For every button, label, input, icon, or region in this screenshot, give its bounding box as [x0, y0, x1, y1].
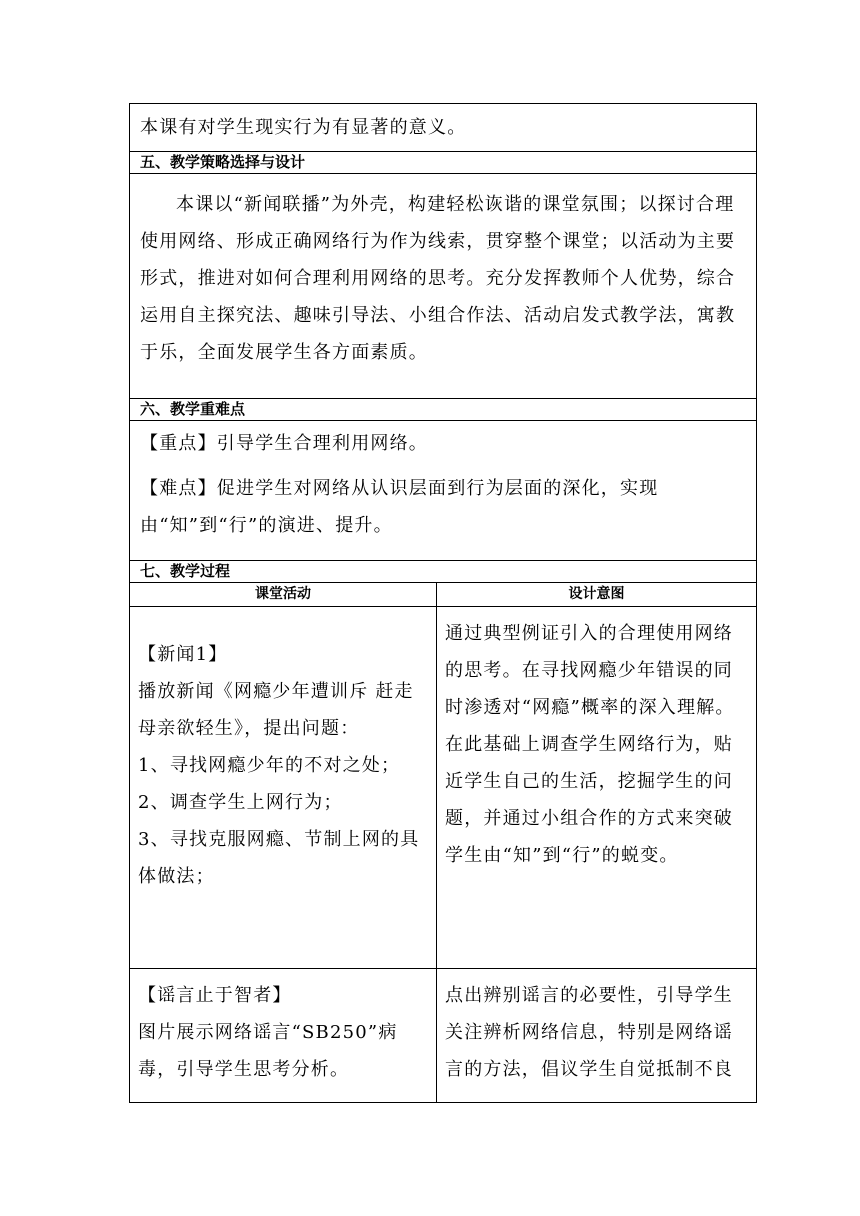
activity-cell	[130, 969, 437, 1102]
intent-cell	[437, 607, 756, 968]
section5-heading: 五、教学策略选择与设计	[140, 153, 306, 171]
activity-line: 2、调查学生上网行为；	[138, 792, 343, 813]
column-header-activity: 课堂活动	[130, 583, 437, 606]
intent-text: 通过典型例证引入的合理使用网络的思考。在寻找网瘾少年错误的同时渗透对“网瘾”概率的深入理解。在此基础上调查学生网络行为，贴近学生自己的生活，挖掘学生的问题，并通过小组合作的方式来突破学生由“知”到“行”的蜕变。	[445, 623, 735, 866]
section6-heading-row	[130, 398, 756, 420]
process-row	[130, 968, 756, 1103]
section5-heading-row	[130, 151, 756, 173]
intro-row	[130, 103, 756, 151]
intent-cell	[437, 969, 756, 1102]
column-header-intent: 设计意图	[568, 586, 625, 602]
section5-body-row	[130, 173, 756, 398]
activity-line: 图片展示网络谣言“SB250”病毒，引导学生思考分析。	[138, 1022, 398, 1080]
activity-cell	[130, 607, 437, 968]
section7-heading-row	[130, 560, 756, 582]
activity-line: 播放新闻《网瘾少年遭训斥 赶走母亲欲轻生》，提出问题：	[138, 681, 414, 739]
key-point: 【重点】引导学生合理利用网络。	[140, 433, 428, 454]
activity-title: 【新闻1】	[138, 644, 228, 665]
process-header-row	[130, 582, 756, 606]
activity-line: 1、寻找网瘾少年的不对之处；	[138, 755, 401, 776]
section6-body-row	[130, 420, 756, 560]
section6-heading: 六、教学重难点	[140, 400, 246, 418]
intro-text: 本课有对学生现实行为有显著的意义。	[140, 117, 467, 138]
process-row	[130, 606, 756, 968]
intent-text: 点出辨别谣言的必要性，引导学生关注辨析网络信息，特别是网络谣言的方法，倡议学生自觉抵制不良	[445, 985, 733, 1080]
difficult-point: 【难点】促进学生对网络从认识层面到行为层面的深化，实现由“知”到“行”的演进、提升。	[140, 478, 659, 536]
section5-body: 本课以“新闻联播”为外壳，构建轻松诙谐的课堂氛围；以探讨合理使用网络、形成正确网络行为作为线索，贯穿整个课堂；以活动为主要形式，推进对如何合理利用网络的思考。充分发挥教师个人优势，综合运用自主探究法、趣味引导法、小组合作法、活动启发式教学法，寓教于乐，全面发展学生各方面素质。	[140, 194, 736, 363]
lesson-plan-table	[129, 103, 757, 1103]
activity-title: 【谣言止于智者】	[138, 985, 292, 1006]
section7-heading: 七、教学过程	[140, 562, 231, 580]
activity-line: 3、寻找克服网瘾、节制上网的具体做法；	[138, 829, 420, 887]
